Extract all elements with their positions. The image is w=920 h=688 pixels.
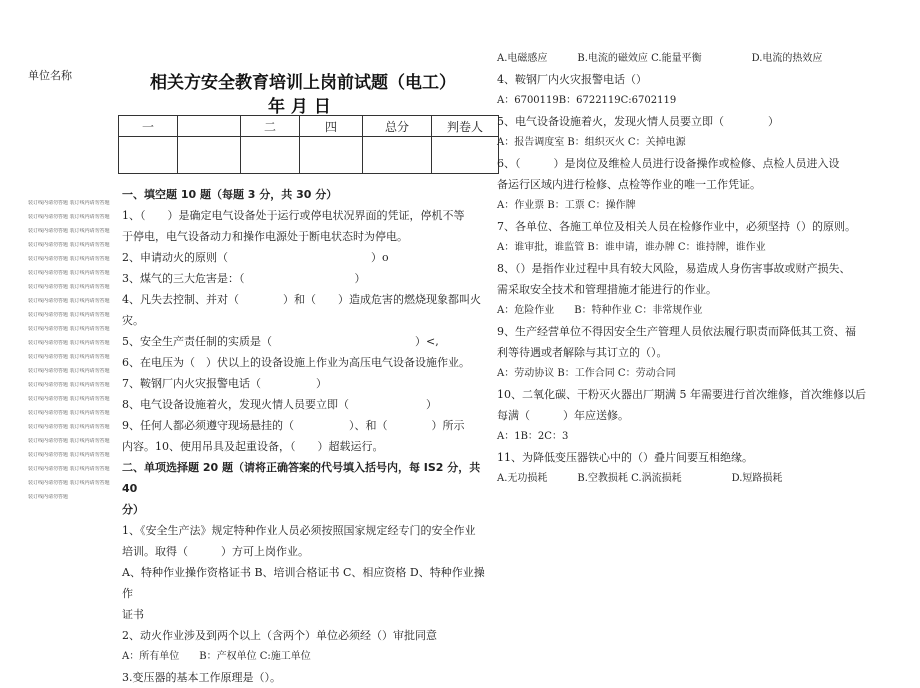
binding-line: 装订线内请勿答题 装订线内请勿答题 xyxy=(28,382,110,388)
question-line: 需采取安全技术和管理措施才能进行的作业。 xyxy=(497,283,717,296)
binding-line: 装订线内请勿答题 装订线内请勿答题 xyxy=(28,368,110,374)
option-line: A：谁审批，谁监管 B：谁申请，谁办牌 C：谁持牌，谁作业 xyxy=(497,242,766,253)
question-line: 灾。 xyxy=(122,314,144,327)
binding-line: 装订线内请勿答题 装订线内请勿答题 xyxy=(28,410,110,416)
question-line: 2、动火作业涉及到两个以上（含两个）单位必须经（）审批同意 xyxy=(122,629,437,642)
section-heading-fill-blank: 一、填空题 10 题（每题 3 分，共 30 分） xyxy=(122,188,338,201)
binding-line: 装订线内请勿答题 装订线内请勿答题 xyxy=(28,438,110,444)
question-line: 内容。10、使用吊具及起重设备，（ ）超载运行。 xyxy=(122,440,384,453)
option-line: A：报告调度室 B：组织灭火 C：关掉电源 xyxy=(497,137,686,148)
right-column xyxy=(497,48,902,489)
question-line: 9、任何人都必须遵守现场悬挂的（ ）、和（ ）所示 xyxy=(122,419,465,432)
score-header-3: 二 xyxy=(241,116,300,137)
question-line: 于停电，电气设备动力和操作电源处于断电状态时为停电。 xyxy=(122,230,408,243)
option-line: A：6700119B：6722119C:6702119 xyxy=(497,95,677,106)
score-cell[interactable] xyxy=(432,137,499,174)
binding-line: 装订线内请勿答题 装订线内请勿答题 xyxy=(28,466,110,472)
score-cell[interactable] xyxy=(178,137,241,174)
option-line: A：1B：2C：3 xyxy=(497,431,569,442)
binding-line: 装订线内请勿答题 装订线内请勿答题 xyxy=(28,298,110,304)
question-line: 7、各单位、各施工单位及相关人员在检修作业中，必须坚持（）的原则。 xyxy=(497,220,856,233)
option-line: A：劳动协议 B：工作合同 C：劳动合同 xyxy=(497,368,676,379)
question-line: 9、生产经营单位不得因安全生产管理人员依法履行职责而降低其工资、福 xyxy=(497,325,856,338)
unit-name-label: 单位名称 xyxy=(28,69,72,82)
binding-line: 装订线内请勿答题 装订线内请勿答题 xyxy=(28,214,110,220)
question-line: 利等待遇或者解除与其订立的（）。 xyxy=(497,346,668,359)
question-line: 5、安全生产责任制的实质是（ ）<, xyxy=(122,335,439,348)
question-line: 6、在电压为（ ）伏以上的设备设施上作业为高压电气设备设施作业。 xyxy=(122,356,470,369)
binding-line: 装订线内请勿答题 装订线内请勿答题 xyxy=(28,228,110,234)
binding-line: 装订线内请勿答题 装订线内请勿答题 xyxy=(28,312,110,318)
question-line: 3、煤气的三大危害是：（ ） xyxy=(122,272,366,285)
binding-line: 装订线内请勿答题 装订线内请勿答题 xyxy=(28,326,110,332)
question-line: 10、二氧化碳、干粉灭火器出厂期满 5 年需要进行首次维修，首次维修以后 xyxy=(497,388,866,401)
question-line: 备运行区域内进行检修、点检等作业的唯一工作凭证。 xyxy=(497,178,761,191)
option-line: A.无功损耗 B.空教损耗 C.涡流损耗 D.短路损耗 xyxy=(497,473,783,484)
score-header-total: 总分 xyxy=(363,116,432,137)
question-line: 7、鞍钢厂内火灾报警电话（ ） xyxy=(122,377,327,390)
option-line: A.电磁感应 B.电流的磁效应 C.能量平衡 D.电流的热效应 xyxy=(497,53,823,64)
question-line: 每满（ ）年应送修。 xyxy=(497,409,629,422)
option-line: 证书 xyxy=(122,608,144,621)
question-line: 4、凡失去控制、并对（ ）和（ ）造成危害的燃烧现象都叫火 xyxy=(122,293,481,306)
score-table xyxy=(118,115,499,174)
score-header-2 xyxy=(178,116,241,137)
question-line: 11、为降低变压器铁心中的（）叠片间要互相绝缘。 xyxy=(497,451,753,464)
binding-margin xyxy=(28,200,118,508)
question-line: 培训。取得（ ）方可上岗作业。 xyxy=(122,545,309,558)
binding-line: 装订线内请勿答题 装订线内请勿答题 xyxy=(28,270,110,276)
binding-line: 装订线内请勿答题 装订线内请勿答题 xyxy=(28,284,110,290)
score-header-grader: 判卷人 xyxy=(432,116,499,137)
binding-line: 装订线内请勿答题 装订线内请勿答题 xyxy=(28,452,110,458)
score-entry-row xyxy=(119,137,499,174)
question-line: 6、（ ）是岗位及维检人员进行设备操作或检修、点检人员进入设 xyxy=(497,157,840,170)
score-cell[interactable] xyxy=(119,137,178,174)
binding-line: 装订线内请勿答题 装订线内请勿答题 xyxy=(28,256,110,262)
binding-line: 装订线内请勿答题 装订线内请勿答题 xyxy=(28,340,110,346)
option-line: A：作业票 B：工票 C：操作牌 xyxy=(497,200,636,211)
option-line: A：危险作业 B：特种作业 C：非常规作业 xyxy=(497,305,703,316)
score-header-1: 一 xyxy=(119,116,178,137)
section-heading-continued: 分） xyxy=(122,503,144,516)
score-header-4: 四 xyxy=(300,116,363,137)
exam-title: 相关方安全教育培训上岗前试题（电工） xyxy=(150,73,456,93)
binding-line: 装订线内请勿答题 装订线内请勿答题 xyxy=(28,480,110,486)
binding-line: 装订线内请勿答题 装订线内请勿答题 xyxy=(28,242,110,248)
binding-line: 装订线内请勿答题 装订线内请勿答题 xyxy=(28,424,110,430)
left-column xyxy=(122,184,488,688)
question-line: 8、（）是指作业过程中具有较大风险，易造成人身伤害事故或财产损失、 xyxy=(497,262,851,275)
binding-line: 装订线内请勿答题 装订线内请勿答题 xyxy=(28,200,110,206)
question-line: 5、电气设备设施着火，发现火情人员要立即（ ） xyxy=(497,115,779,128)
question-line: 1、（ ）是确定电气设备处于运行或停电状况界面的凭证，停机不等 xyxy=(122,209,465,222)
score-cell[interactable] xyxy=(241,137,300,174)
score-cell[interactable] xyxy=(300,137,363,174)
option-line: A：所有单位 B：产权单位 C:施工单位 xyxy=(122,651,311,662)
question-line: 1、《安全生产法》规定特种作业人员必须按照国家规定经专门的安全作业 xyxy=(122,524,476,537)
question-line: 3.变压器的基本工作原理是（）。 xyxy=(122,671,281,684)
option-line: A、特种作业操作资格证书 B、培训合格证书 C、相应资格 D、特种作业操作 xyxy=(122,566,485,600)
question-line: 8、电气设备设施着火，发现火情人员要立即（ ） xyxy=(122,398,437,411)
exam-date-line: 年 月 日 xyxy=(268,97,331,117)
score-cell[interactable] xyxy=(363,137,432,174)
question-line: 4、鞍钢厂内火灾报警电话（） xyxy=(497,73,647,86)
binding-line: 装订线内请勿答题 xyxy=(28,494,69,500)
binding-line: 装订线内请勿答题 装订线内请勿答题 xyxy=(28,354,110,360)
score-header-row xyxy=(119,116,499,137)
section-heading-single-choice: 二、单项选择题 20 题（请将正确答案的代号填入括号内，每 IS2 分，共 40 xyxy=(122,461,481,495)
binding-line: 装订线内请勿答题 装订线内请勿答题 xyxy=(28,396,110,402)
question-line: 2、申请动火的原则（ ）o xyxy=(122,251,389,264)
